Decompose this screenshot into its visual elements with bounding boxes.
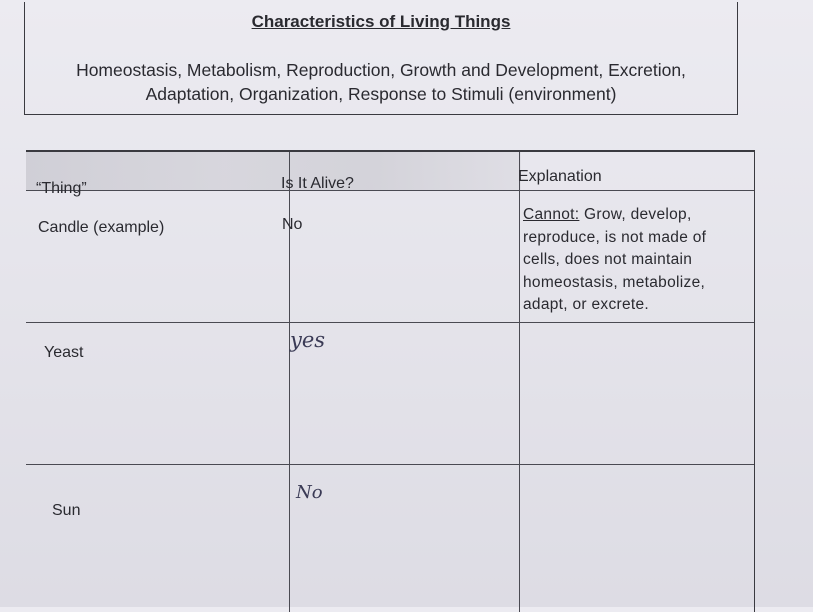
header-divider [26, 190, 754, 191]
characteristics-box [24, 2, 738, 115]
explanation-line-4: homeostasis, metabolize, [523, 273, 706, 291]
characteristics-line-2: Adaptation, Organization, Response to Stimuli (environment) [145, 84, 617, 104]
column-header-explanation: Explanation [518, 168, 602, 185]
row-candle-alive: No [282, 216, 303, 233]
row-divider-1 [26, 322, 754, 323]
explanation-line-3: cells, does not maintain [523, 251, 693, 268]
header-shading [26, 152, 521, 190]
page-title: Characteristics of Living Things [251, 12, 511, 31]
explanation-line-1: Grow, develop, [579, 206, 692, 223]
column-header-alive: Is It Alive? [281, 175, 354, 192]
row-divider-2 [26, 464, 754, 465]
row-sun-thing: Sun [52, 502, 81, 519]
column-header-thing: “Thing” [36, 180, 87, 197]
column-divider-2 [519, 152, 520, 612]
row-yeast-thing: Yeast [44, 344, 84, 361]
living-things-table [26, 150, 755, 612]
row-yeast-alive-handwritten: yes [290, 328, 326, 352]
explanation-line-5: adapt, or excrete. [523, 296, 650, 313]
row-candle-explanation [523, 204, 706, 317]
explanation-lead: Cannot: [523, 206, 580, 223]
explanation-line-2: reproduce, is not made of [523, 228, 707, 246]
characteristics-line-1: Homeostasis, Metabolism, Reproduction, Growth and Development, Excretion, [76, 60, 686, 80]
row-sun-alive-handwritten: No [296, 482, 323, 503]
row-candle-thing: Candle (example) [38, 219, 165, 236]
